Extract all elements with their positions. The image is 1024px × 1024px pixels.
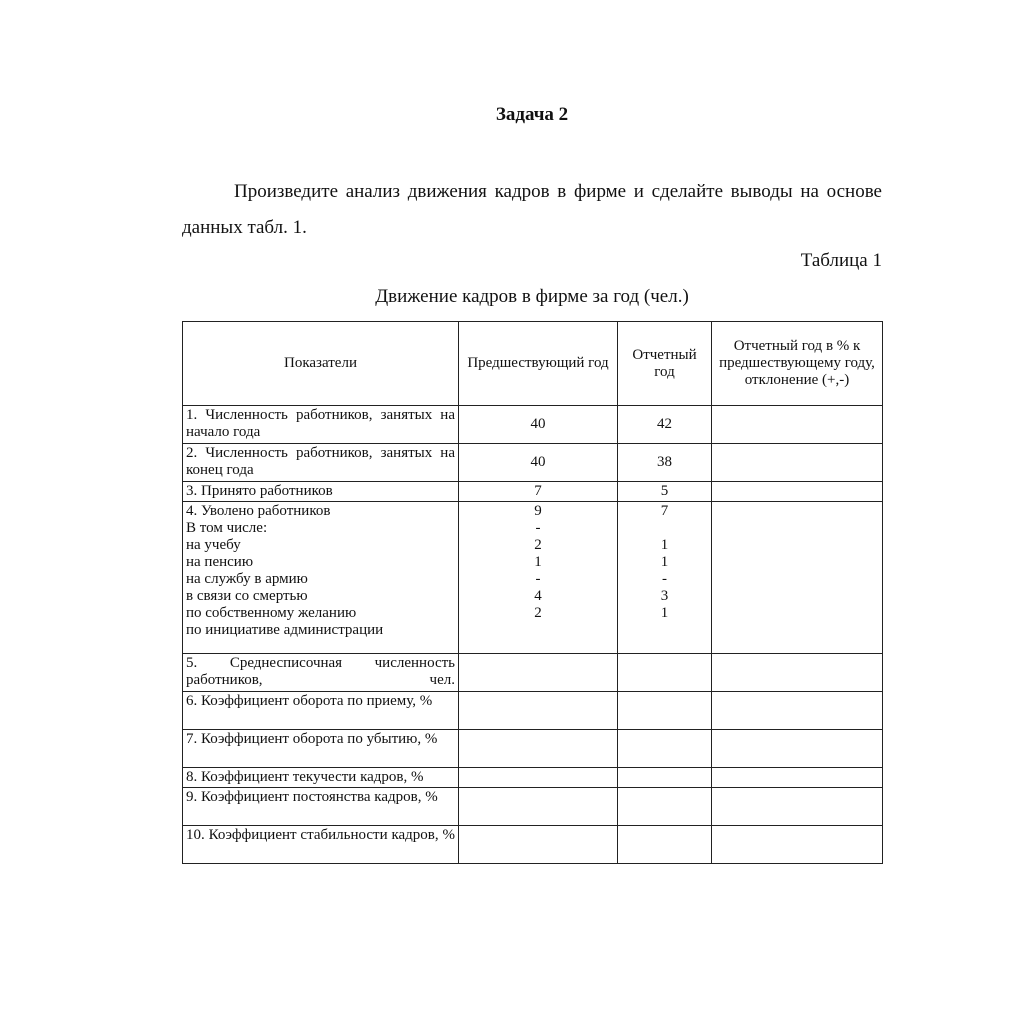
column-header-previous-year: Предшествующий год (459, 322, 618, 406)
table-row (183, 826, 883, 864)
cell-previous-year (459, 788, 618, 826)
cell-percent-change (712, 502, 883, 654)
cell-percent-change (712, 768, 883, 788)
value-line: 1 (660, 605, 669, 621)
cell-reporting-year-breakdown (618, 502, 712, 654)
row-label: 10. Коэффициент стабильности кадров, % (183, 826, 459, 864)
value-line: 9 (534, 503, 542, 519)
cell-previous-year (459, 768, 618, 788)
table-row (183, 502, 883, 654)
dismissed-total-label: 4. Уволено работников (186, 503, 331, 519)
reason-pension-label: на пенсию (186, 554, 254, 570)
reason-own-will-label: по собственному желанию (186, 605, 357, 621)
cell-percent-change (712, 788, 883, 826)
staff-movement-table (182, 321, 883, 864)
table-number: Таблица 1 (800, 250, 882, 271)
row-label: 9. Коэффициент постоянства кадров, % (183, 788, 459, 826)
cell-previous-year-breakdown (459, 502, 618, 654)
column-header-reporting-year: Отчетный год (618, 322, 712, 406)
cell-reporting-year: 42 (618, 406, 712, 444)
cell-reporting-year (618, 730, 712, 768)
including-label: В том числе: (186, 520, 268, 536)
cell-percent-change (712, 406, 883, 444)
reason-army-label: на службу в армию (186, 571, 308, 587)
value-line: 3 (660, 588, 669, 604)
value-line: 4 (534, 588, 542, 604)
row-label: 1. Численность работников, занятых на начало года (183, 406, 459, 444)
cell-previous-year (459, 654, 618, 692)
column-header-indicators: Показатели (183, 322, 459, 406)
row-label: 6. Коэффициент оборота по приему, % (183, 692, 459, 730)
cell-percent-change (712, 692, 883, 730)
row-label: 3. Принято работников (183, 482, 459, 502)
table-row (183, 730, 883, 768)
value-line: 1 (660, 554, 669, 570)
cell-reporting-year: 38 (618, 444, 712, 482)
value-line: - (535, 571, 541, 587)
value-line: 7 (660, 503, 669, 519)
reason-study-label: на учебу (186, 537, 241, 553)
table-header-row (183, 322, 883, 406)
column-header-percent-change: Отчетный год в % к предшествующему году, отклонение (+,-) (712, 322, 883, 406)
cell-percent-change (712, 654, 883, 692)
cell-reporting-year (618, 692, 712, 730)
cell-previous-year: 40 (459, 406, 618, 444)
value-line: 2 (534, 537, 542, 553)
value-line (621, 520, 708, 537)
row-label: 8. Коэффициент текучести кадров, % (183, 768, 459, 788)
cell-previous-year (459, 826, 618, 864)
reason-death-label: в связи со смертью (186, 588, 308, 604)
value-line: - (535, 520, 541, 536)
row-label-dismissed-breakdown (183, 502, 459, 654)
cell-percent-change (712, 826, 883, 864)
cell-previous-year: 40 (459, 444, 618, 482)
cell-reporting-year (618, 768, 712, 788)
table-row (183, 654, 883, 692)
cell-percent-change (712, 444, 883, 482)
cell-previous-year (459, 692, 618, 730)
table-row (183, 768, 883, 788)
row-label: 5. Среднесписочная численность работников, чел. (183, 654, 459, 692)
task-statement: Произведите анализ движения кадров в фирме и сделайте выводы на основе данных табл. 1. (182, 181, 882, 238)
cell-percent-change (712, 730, 883, 768)
cell-percent-change (712, 482, 883, 502)
table-row (183, 406, 883, 444)
value-line: - (662, 571, 667, 587)
row-label: 7. Коэффициент оборота по убытию, % (183, 730, 459, 768)
table-row (183, 788, 883, 826)
cell-reporting-year: 5 (618, 482, 712, 502)
value-line: 1 (534, 554, 542, 570)
cell-reporting-year (618, 654, 712, 692)
cell-reporting-year (618, 826, 712, 864)
row-label: 2. Численность работников, занятых на конец года (183, 444, 459, 482)
table-title: Движение кадров в фирме за год (чел.) (375, 286, 689, 307)
cell-previous-year (459, 730, 618, 768)
table-row (183, 692, 883, 730)
cell-previous-year: 7 (459, 482, 618, 502)
table-row (183, 444, 883, 482)
cell-reporting-year (618, 788, 712, 826)
task-heading: Задача 2 (495, 104, 569, 125)
value-line: 2 (534, 605, 542, 621)
reason-administration-label: по инициативе администрации (186, 622, 384, 638)
value-line: 1 (660, 537, 669, 553)
table-row (183, 482, 883, 502)
